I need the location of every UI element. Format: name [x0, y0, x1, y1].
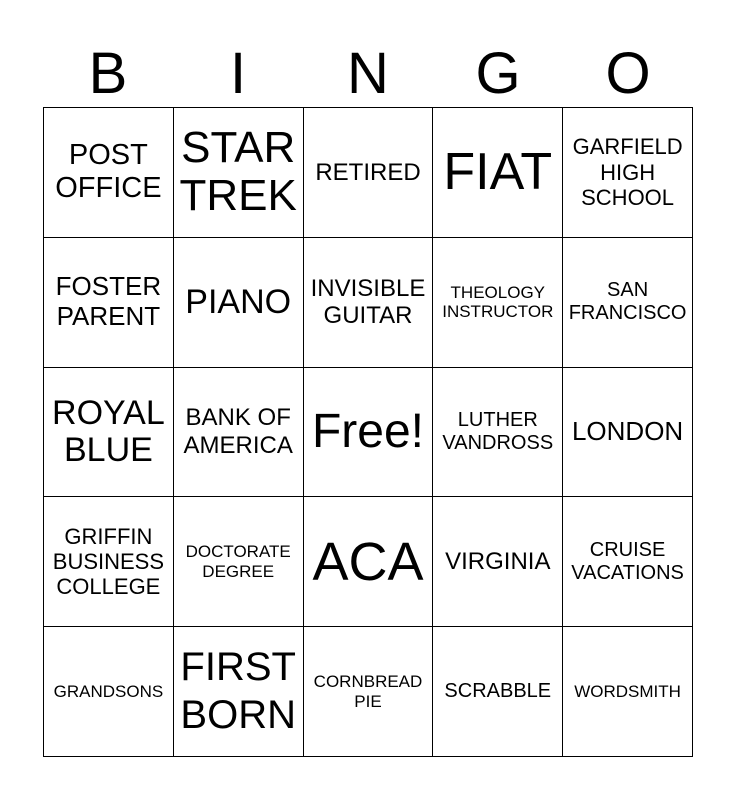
- bingo-cell[interactable]: FIRST BORN: [174, 627, 304, 757]
- bingo-header: [43, 40, 693, 108]
- header-letter-b: B: [88, 41, 128, 106]
- header-letter-o: O: [605, 41, 651, 106]
- bingo-cell[interactable]: BANK OF AMERICA: [174, 368, 304, 498]
- bingo-cell[interactable]: LUTHER VANDROSS: [433, 368, 563, 498]
- bingo-cell[interactable]: ACA: [304, 497, 434, 627]
- bingo-cell[interactable]: GARFIELD HIGH SCHOOL: [563, 108, 693, 238]
- bingo-cell[interactable]: WORDSMITH: [563, 627, 693, 757]
- bingo-cell[interactable]: SAN FRANCISCO: [563, 238, 693, 368]
- bingo-cell[interactable]: CORNBREAD PIE: [304, 627, 434, 757]
- header-letter-n: N: [347, 41, 389, 106]
- bingo-cell[interactable]: CRUISE VACATIONS: [563, 497, 693, 627]
- bingo-cell[interactable]: VIRGINIA: [433, 497, 563, 627]
- free-space[interactable]: Free!: [304, 368, 434, 498]
- bingo-cell[interactable]: DOCTORATE DEGREE: [174, 497, 304, 627]
- bingo-board: [43, 107, 693, 757]
- bingo-cell[interactable]: THEOLOGY INSTRUCTOR: [433, 238, 563, 368]
- header-letter-i: I: [229, 41, 247, 106]
- bingo-cell[interactable]: STAR TREK: [174, 108, 304, 238]
- bingo-cell[interactable]: POST OFFICE: [44, 108, 174, 238]
- bingo-cell[interactable]: RETIRED: [304, 108, 434, 238]
- bingo-cell[interactable]: GRIFFIN BUSINESS COLLEGE: [44, 497, 174, 627]
- bingo-cell[interactable]: PIANO: [174, 238, 304, 368]
- bingo-cell[interactable]: GRANDSONS: [44, 627, 174, 757]
- header-letter-g: G: [475, 41, 521, 106]
- bingo-cell[interactable]: LONDON: [563, 368, 693, 498]
- bingo-cell[interactable]: ROYAL BLUE: [44, 368, 174, 498]
- bingo-cell[interactable]: INVISIBLE GUITAR: [304, 238, 434, 368]
- bingo-cell[interactable]: SCRABBLE: [433, 627, 563, 757]
- bingo-cell[interactable]: FOSTER PARENT: [44, 238, 174, 368]
- bingo-cell[interactable]: FIAT: [433, 108, 563, 238]
